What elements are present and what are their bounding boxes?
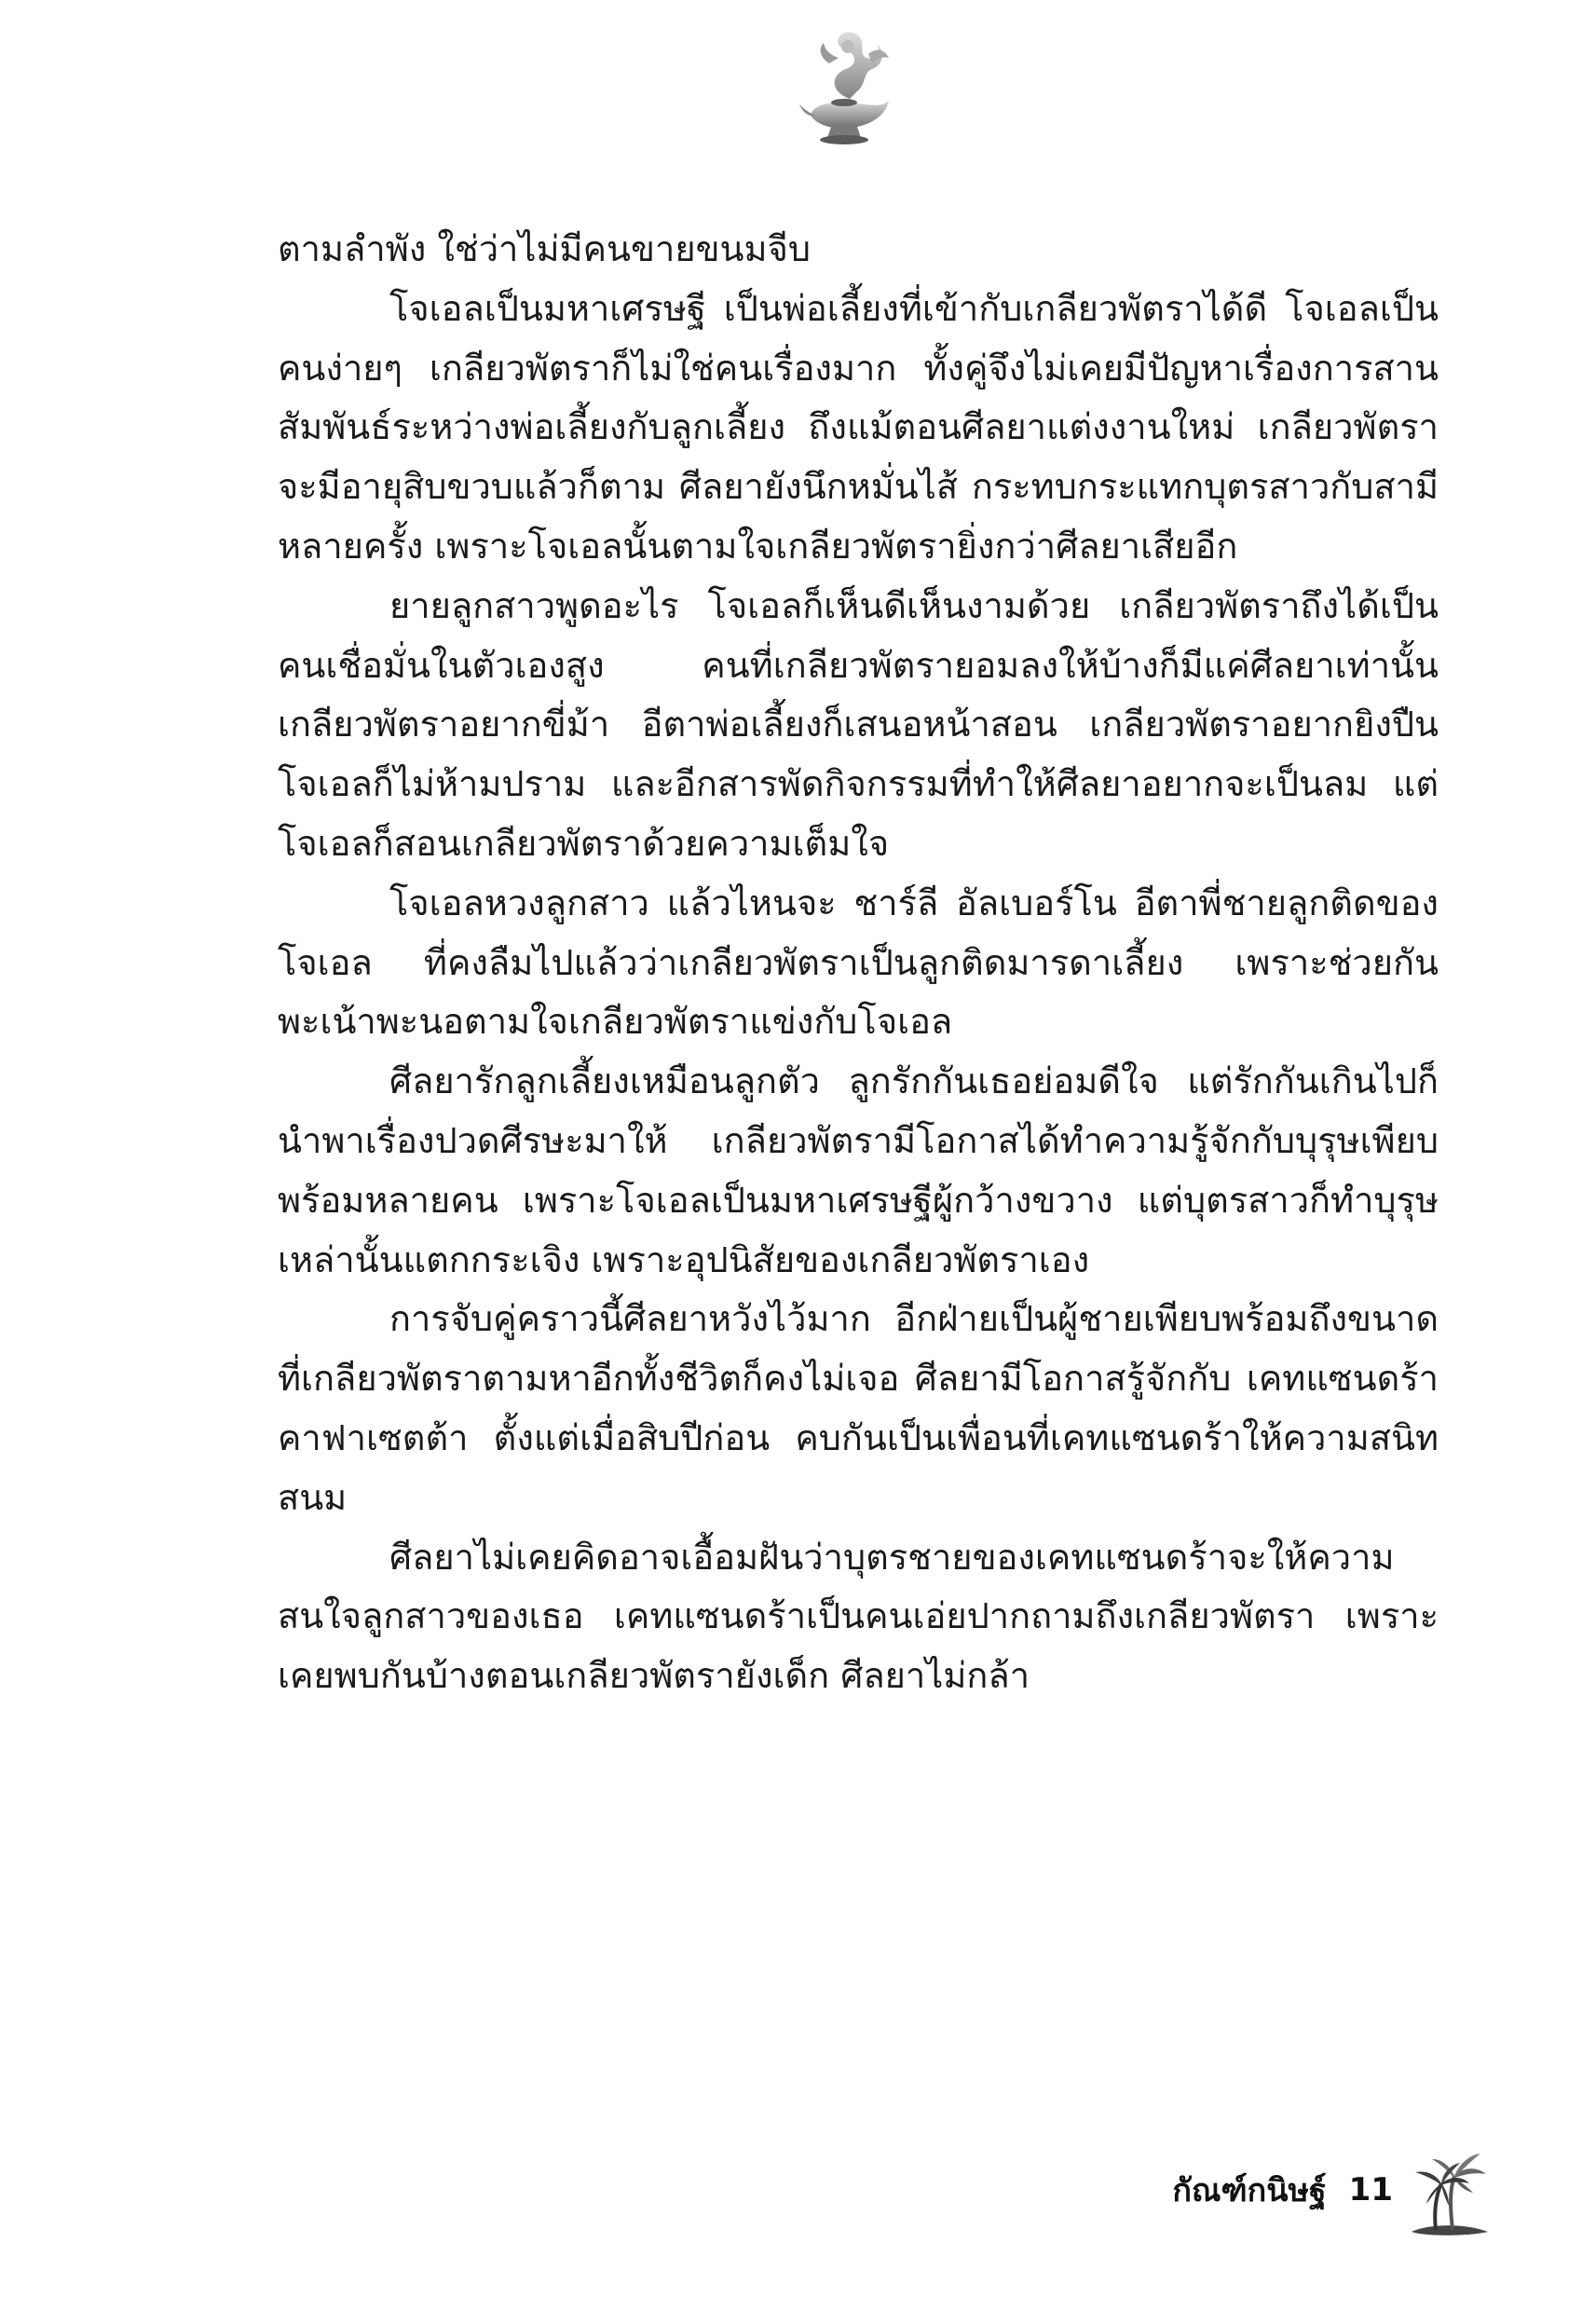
paragraph: การจับคู่คราวนี้ศีลยาหวังไว้มาก อีกฝ่ายเป็นผู้ชายเพียบพร้อมถึงขนาดที่เกลียวพัตราตามหาอีกทั้งชีวิตก็คงไม่เจอ ศีลยามีโอกาสรู้จักกับ เคทแซนดร้า คาฟาเซตต้า ตั้งแต่เมื่อสิบปีก่อน คบกันเป็นเพื่อนที่เคทแซนดร้าให้ความสนิทสนม: [278, 1298, 1439, 1518]
palm-tree-icon: [1408, 2139, 1492, 2241]
genie-lamp-icon: [792, 26, 894, 157]
paragraph: โจเอลหวงลูกสาว แล้วไหนจะ ชาร์ลี อัลเบอร์โน อีตาพี่ชายลูกติดของโจเอล ที่คงลืมไปแล้วว่าเกลียวพัตราเป็นลูกติดมารดาเลี้ยง เพราะช่วยกันพะเน้าพะนอตามใจเกลียวพัตราแข่งกับโจเอล: [278, 882, 1439, 1043]
body-text: [278, 220, 1439, 1706]
paragraph: โจเอลเป็นมหาเศรษฐี เป็นพ่อเลี้ยงที่เข้ากับเกลียวพัตราได้ดี โจเอลเป็นคนง่ายๆ เกลียวพัตราก็ไม่ใช่คนเรื่องมาก ทั้งคู่จึงไม่เคยมีปัญหาเรื่องการสานสัมพันธ์ระหว่างพ่อเลี้ยงกับลูกเลี้ยง ถึงแม้ตอนศีลยาแต่งงานใหม่ เกลียวพัตราจะมีอายุสิบขวบแล้วก็ตาม ศีลยายังนึกหมั่นไส้ กระทบกระแทกบุตรสาวกับสามีหลายครั้ง เพราะโจเอลนั้นตามใจเกลียวพัตรายิ่งกว่าศีลยาเสียอีก: [278, 287, 1439, 567]
book-title: กัณฑ์กนิษฐ์: [1172, 2172, 1327, 2209]
paragraph: ศีลยารักลูกเลี้ยงเหมือนลูกตัว ลูกรักกันเธอย่อมดีใจ แต่รักกันเกินไปก็นำพาเรื่องปวดศีรษะมาให้ เกลียวพัตรามีโอกาสได้ทำความรู้จักกับบุรุษเพียบพร้อมหลายคน เพราะโจเอลเป็นมหาเศรษฐีผู้กว้างขวาง แต่บุตรสาวก็ทำบุรุษเหล่านั้นแตกกระเจิง เพราะอุปนิสัยของเกลียวพัตราเอง: [278, 1060, 1439, 1280]
page-footer: [1172, 2134, 1492, 2246]
paragraph: ตามลำพัง ใช่ว่าไม่มีคนขายขนมจีบ: [278, 228, 811, 269]
paragraph: ยายลูกสาวพูดอะไร โจเอลก็เห็นดีเห็นงามด้วย เกลียวพัตราถึงได้เป็นคนเชื่อมั่นในตัวเองสูง คนที่เกลียวพัตรายอมลงให้บ้างก็มีแค่ศีลยาเท่านั้น เกลียวพัตราอยากขี่ม้า อีตาพ่อเลี้ยงก็เสนอหน้าสอน เกลียวพัตราอยากยิงปืน โจเอลก็ไม่ห้ามปราม และอีกสารพัดกิจกรรมที่ทำให้ศีลยาอยากจะเป็นลม แต่โจเอลก็สอนเกลียวพัตราด้วยความเต็มใจ: [278, 584, 1439, 864]
page-number: 11: [1348, 2171, 1393, 2208]
paragraph: ศีลยาไม่เคยคิดอาจเอื้อมฝันว่าบุตรชายของเคทแซนดร้าจะให้ความสนใจลูกสาวของเธอ เคทแซนดร้าเป็นคนเอ่ยปากถามถึงเกลียวพัตรา เพราะเคยพบกันบ้างตอนเกลียวพัตรายังเด็ก ศีลยาไม่กล้า: [278, 1536, 1439, 1697]
